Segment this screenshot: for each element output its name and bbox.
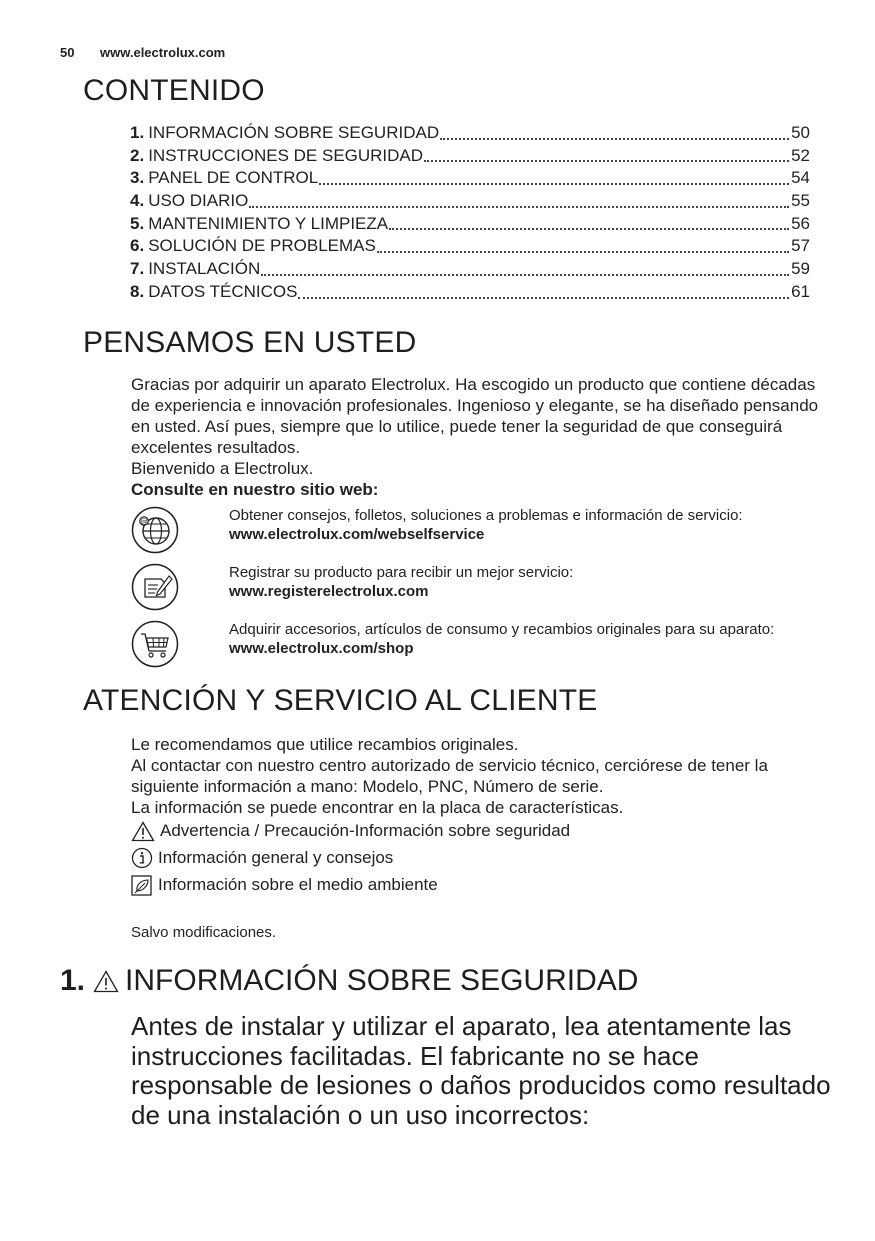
toc-item-page: 56 — [791, 213, 810, 233]
section-1-intro: Antes de instalar y utilizar el aparato, lea atentamente las instrucciones facilitadas. El fabricante no se hace responsable de lesiones o daños producidos como resultado de una instalación o un uso incorrectos: — [131, 1011, 831, 1130]
salvo-note: Salvo modificaciones. — [131, 924, 277, 941]
section-1-number: 1. — [60, 964, 86, 997]
web-link-row — [131, 563, 821, 615]
pensamos-title: PENSAMOS EN USTED — [83, 326, 417, 359]
toc-item[interactable] — [130, 190, 810, 213]
register-icon — [131, 563, 179, 611]
toc-item-number: 5. — [130, 213, 145, 233]
toc-item[interactable] — [130, 145, 810, 168]
section-1-heading — [60, 964, 638, 998]
page-header — [60, 45, 225, 60]
toc-item-number: 8. — [130, 281, 145, 301]
toc-leader-dots — [298, 296, 789, 299]
pensamos-body — [131, 374, 821, 500]
symbol-text: Información general y consejos — [158, 848, 394, 867]
toc-item-label: INSTALACIÓN — [148, 259, 261, 279]
section-1-title: INFORMACIÓN SOBRE SEGURIDAD — [125, 964, 639, 997]
warning-icon — [131, 821, 155, 842]
web-link-row — [131, 620, 821, 672]
toc-item-page: 50 — [791, 122, 810, 142]
web-link-description: Obtener consejos, folletos, soluciones a problemas e información de servicio: — [229, 507, 743, 524]
page-number: 50 — [60, 45, 75, 60]
toc-item-page: 55 — [791, 191, 810, 211]
toc-item-number: 4. — [130, 191, 145, 211]
pensamos-paragraph: Gracias por adquirir un aparato Electrolux. Ha escogido un producto que contiene décadas de experiencia e innovación profesionales. Ingenioso y elegante, se ha diseñado pensando en usted. Así pues, siempre que lo utilice, puede tener la seguridad de que conseguirá excelentes resultados. — [131, 375, 819, 457]
web-link-description: Adquirir accesorios, artículos de consumo y recambios originales para su aparato: — [229, 621, 775, 638]
register-link[interactable]: www.registerelectrolux.com — [229, 583, 429, 600]
toc-item-number: 2. — [130, 145, 145, 165]
toc-item-label: USO DIARIO — [148, 191, 249, 211]
toc-item-page: 57 — [791, 236, 810, 256]
toc-item[interactable] — [130, 122, 810, 145]
web-link-text-block — [229, 620, 819, 658]
webselfservice-link[interactable]: www.electrolux.com/webselfservice — [229, 526, 485, 543]
toc-item-number: 6. — [130, 236, 145, 256]
table-of-contents — [130, 122, 810, 304]
atencion-title: ATENCIÓN Y SERVICIO AL CLIENTE — [83, 684, 598, 717]
toc-item-page: 59 — [791, 259, 810, 279]
toc-item-number: 3. — [130, 168, 145, 188]
toc-item-label: DATOS TÉCNICOS — [148, 281, 298, 301]
web-link-text-block — [229, 563, 819, 601]
toc-leader-dots — [261, 273, 789, 276]
symbol-text: Advertencia / Precaución-Información sobre seguridad — [160, 821, 571, 840]
atencion-line-2: Al contactar con nuestro centro autorizado de servicio técnico, cerciórese de tener la siguiente información a mano: Modelo, PNC, Número de serie. — [131, 756, 768, 796]
toc-leader-dots — [249, 205, 789, 208]
atencion-body — [131, 734, 821, 818]
environment-icon — [131, 875, 153, 896]
toc-leader-dots — [424, 159, 789, 162]
toc-item[interactable] — [130, 258, 810, 281]
symbol-row — [131, 847, 393, 869]
cart-icon — [131, 620, 179, 668]
welcome-text: Bienvenido a Electrolux. — [131, 459, 314, 478]
toc-item-page: 61 — [791, 281, 810, 301]
toc-item[interactable] — [130, 235, 810, 258]
globe-icon — [131, 506, 179, 554]
toc-item-page: 54 — [791, 168, 810, 188]
toc-leader-dots — [389, 227, 789, 230]
symbol-row — [131, 874, 438, 896]
toc-item-label: PANEL DE CONTROL — [148, 168, 319, 188]
web-link-row — [131, 506, 821, 558]
shop-link[interactable]: www.electrolux.com/shop — [229, 640, 414, 657]
svg-text:@: @ — [140, 517, 148, 526]
toc-item-number: 1. — [130, 122, 145, 142]
web-link-description: Registrar su producto para recibir un mejor servicio: — [229, 564, 574, 581]
toc-item-page: 52 — [791, 145, 810, 165]
toc-item-label: SOLUCIÓN DE PROBLEMAS — [148, 236, 376, 256]
symbol-text: Información sobre el medio ambiente — [158, 875, 438, 894]
toc-item[interactable] — [130, 167, 810, 190]
toc-item-label: INFORMACIÓN SOBRE SEGURIDAD — [148, 122, 440, 142]
toc-item[interactable] — [130, 281, 810, 304]
toc-item[interactable] — [130, 213, 810, 236]
toc-item-label: INSTRUCCIONES DE SEGURIDAD — [148, 145, 424, 165]
toc-leader-dots — [440, 137, 789, 140]
web-link-text-block — [229, 506, 819, 544]
header-site[interactable]: www.electrolux.com — [100, 45, 226, 60]
toc-leader-dots — [319, 182, 789, 185]
symbol-row — [131, 820, 570, 842]
toc-leader-dots — [377, 250, 789, 253]
atencion-line-3: La información se puede encontrar en la placa de características. — [131, 798, 624, 817]
warning-icon — [93, 970, 119, 993]
consult-heading: Consulte en nuestro sitio web: — [131, 480, 379, 499]
atencion-line-1: Le recomendamos que utilice recambios originales. — [131, 735, 519, 754]
info-icon — [131, 847, 153, 869]
toc-item-label: MANTENIMIENTO Y LIMPIEZA — [148, 213, 389, 233]
toc-item-number: 7. — [130, 259, 145, 279]
contenido-title: CONTENIDO — [83, 74, 265, 107]
